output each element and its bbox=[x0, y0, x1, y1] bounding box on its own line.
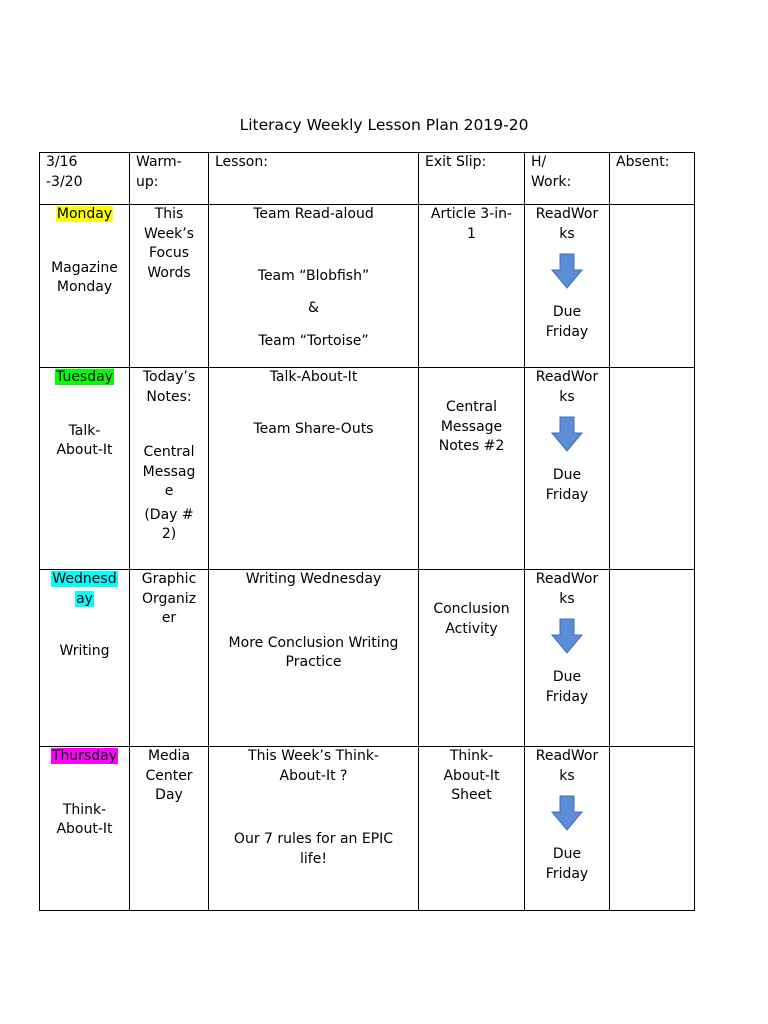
day-label: Tuesday bbox=[56, 369, 113, 385]
lesson-cell: Talk-About-It Team Share-Outs bbox=[209, 368, 419, 570]
exit-slip-cell: Central Message Notes #2 bbox=[419, 368, 525, 570]
day-label: Wednesd bbox=[52, 571, 117, 587]
header-warmup: Warm- up: bbox=[130, 153, 209, 205]
warmup-cell: Media Center Day bbox=[130, 747, 209, 911]
lesson-cell: Writing Wednesday More Conclusion Writing Practice bbox=[209, 570, 419, 747]
header-exit-slip: Exit Slip: bbox=[419, 153, 525, 205]
absent-cell bbox=[610, 368, 695, 570]
warmup-cell: Graphic Organiz er bbox=[130, 570, 209, 747]
header-row bbox=[40, 153, 695, 205]
homework-cell: ReadWor ks Due Friday bbox=[525, 747, 610, 911]
table-row-wednesday bbox=[40, 570, 695, 747]
table-row-monday bbox=[40, 205, 695, 368]
warmup-cell: Today’s Notes: Central Messag e (Day # 2) bbox=[130, 368, 209, 570]
exit-slip-cell: Conclusion Activity bbox=[419, 570, 525, 747]
day-label-cont: ay bbox=[76, 590, 93, 607]
exit-slip-cell: Article 3-in- 1 bbox=[419, 205, 525, 368]
header-absent: Absent: bbox=[610, 153, 695, 205]
day-label: Thursday bbox=[51, 748, 118, 764]
table-row-tuesday bbox=[40, 368, 695, 570]
page-title: Literacy Weekly Lesson Plan 2019-20 bbox=[239, 116, 529, 134]
down-arrow-icon bbox=[551, 253, 583, 289]
day-label: Monday bbox=[56, 206, 113, 222]
day-cell: Monday Magazine Monday bbox=[40, 205, 130, 368]
homework-cell: ReadWor ks Due Friday bbox=[525, 205, 610, 368]
homework-cell: ReadWor ks Due Friday bbox=[525, 570, 610, 747]
absent-cell bbox=[610, 747, 695, 911]
header-dates: 3/16 -3/20 bbox=[40, 153, 130, 205]
day-cell: Wednesd ay Writing bbox=[40, 570, 130, 747]
lesson-plan-table bbox=[39, 152, 695, 911]
day-cell: Tuesday Talk- About-It bbox=[40, 368, 130, 570]
lesson-cell: Team Read-aloud Team “Blobfish” & Team “Tortoise” bbox=[209, 205, 419, 368]
exit-slip-cell: Think- About-It Sheet bbox=[419, 747, 525, 911]
lesson-cell: This Week’s Think- About-It ? Our 7 rules for an EPIC life! bbox=[209, 747, 419, 911]
absent-cell bbox=[610, 205, 695, 368]
down-arrow-icon bbox=[551, 416, 583, 452]
warmup-cell: This Week’s Focus Words bbox=[130, 205, 209, 368]
header-lesson: Lesson: bbox=[209, 153, 419, 205]
header-homework: H/ Work: bbox=[525, 153, 610, 205]
absent-cell bbox=[610, 570, 695, 747]
down-arrow-icon bbox=[551, 618, 583, 654]
table-row-thursday bbox=[40, 747, 695, 911]
day-cell: Thursday Think- About-It bbox=[40, 747, 130, 911]
homework-cell: ReadWor ks Due Friday bbox=[525, 368, 610, 570]
down-arrow-icon bbox=[551, 795, 583, 831]
